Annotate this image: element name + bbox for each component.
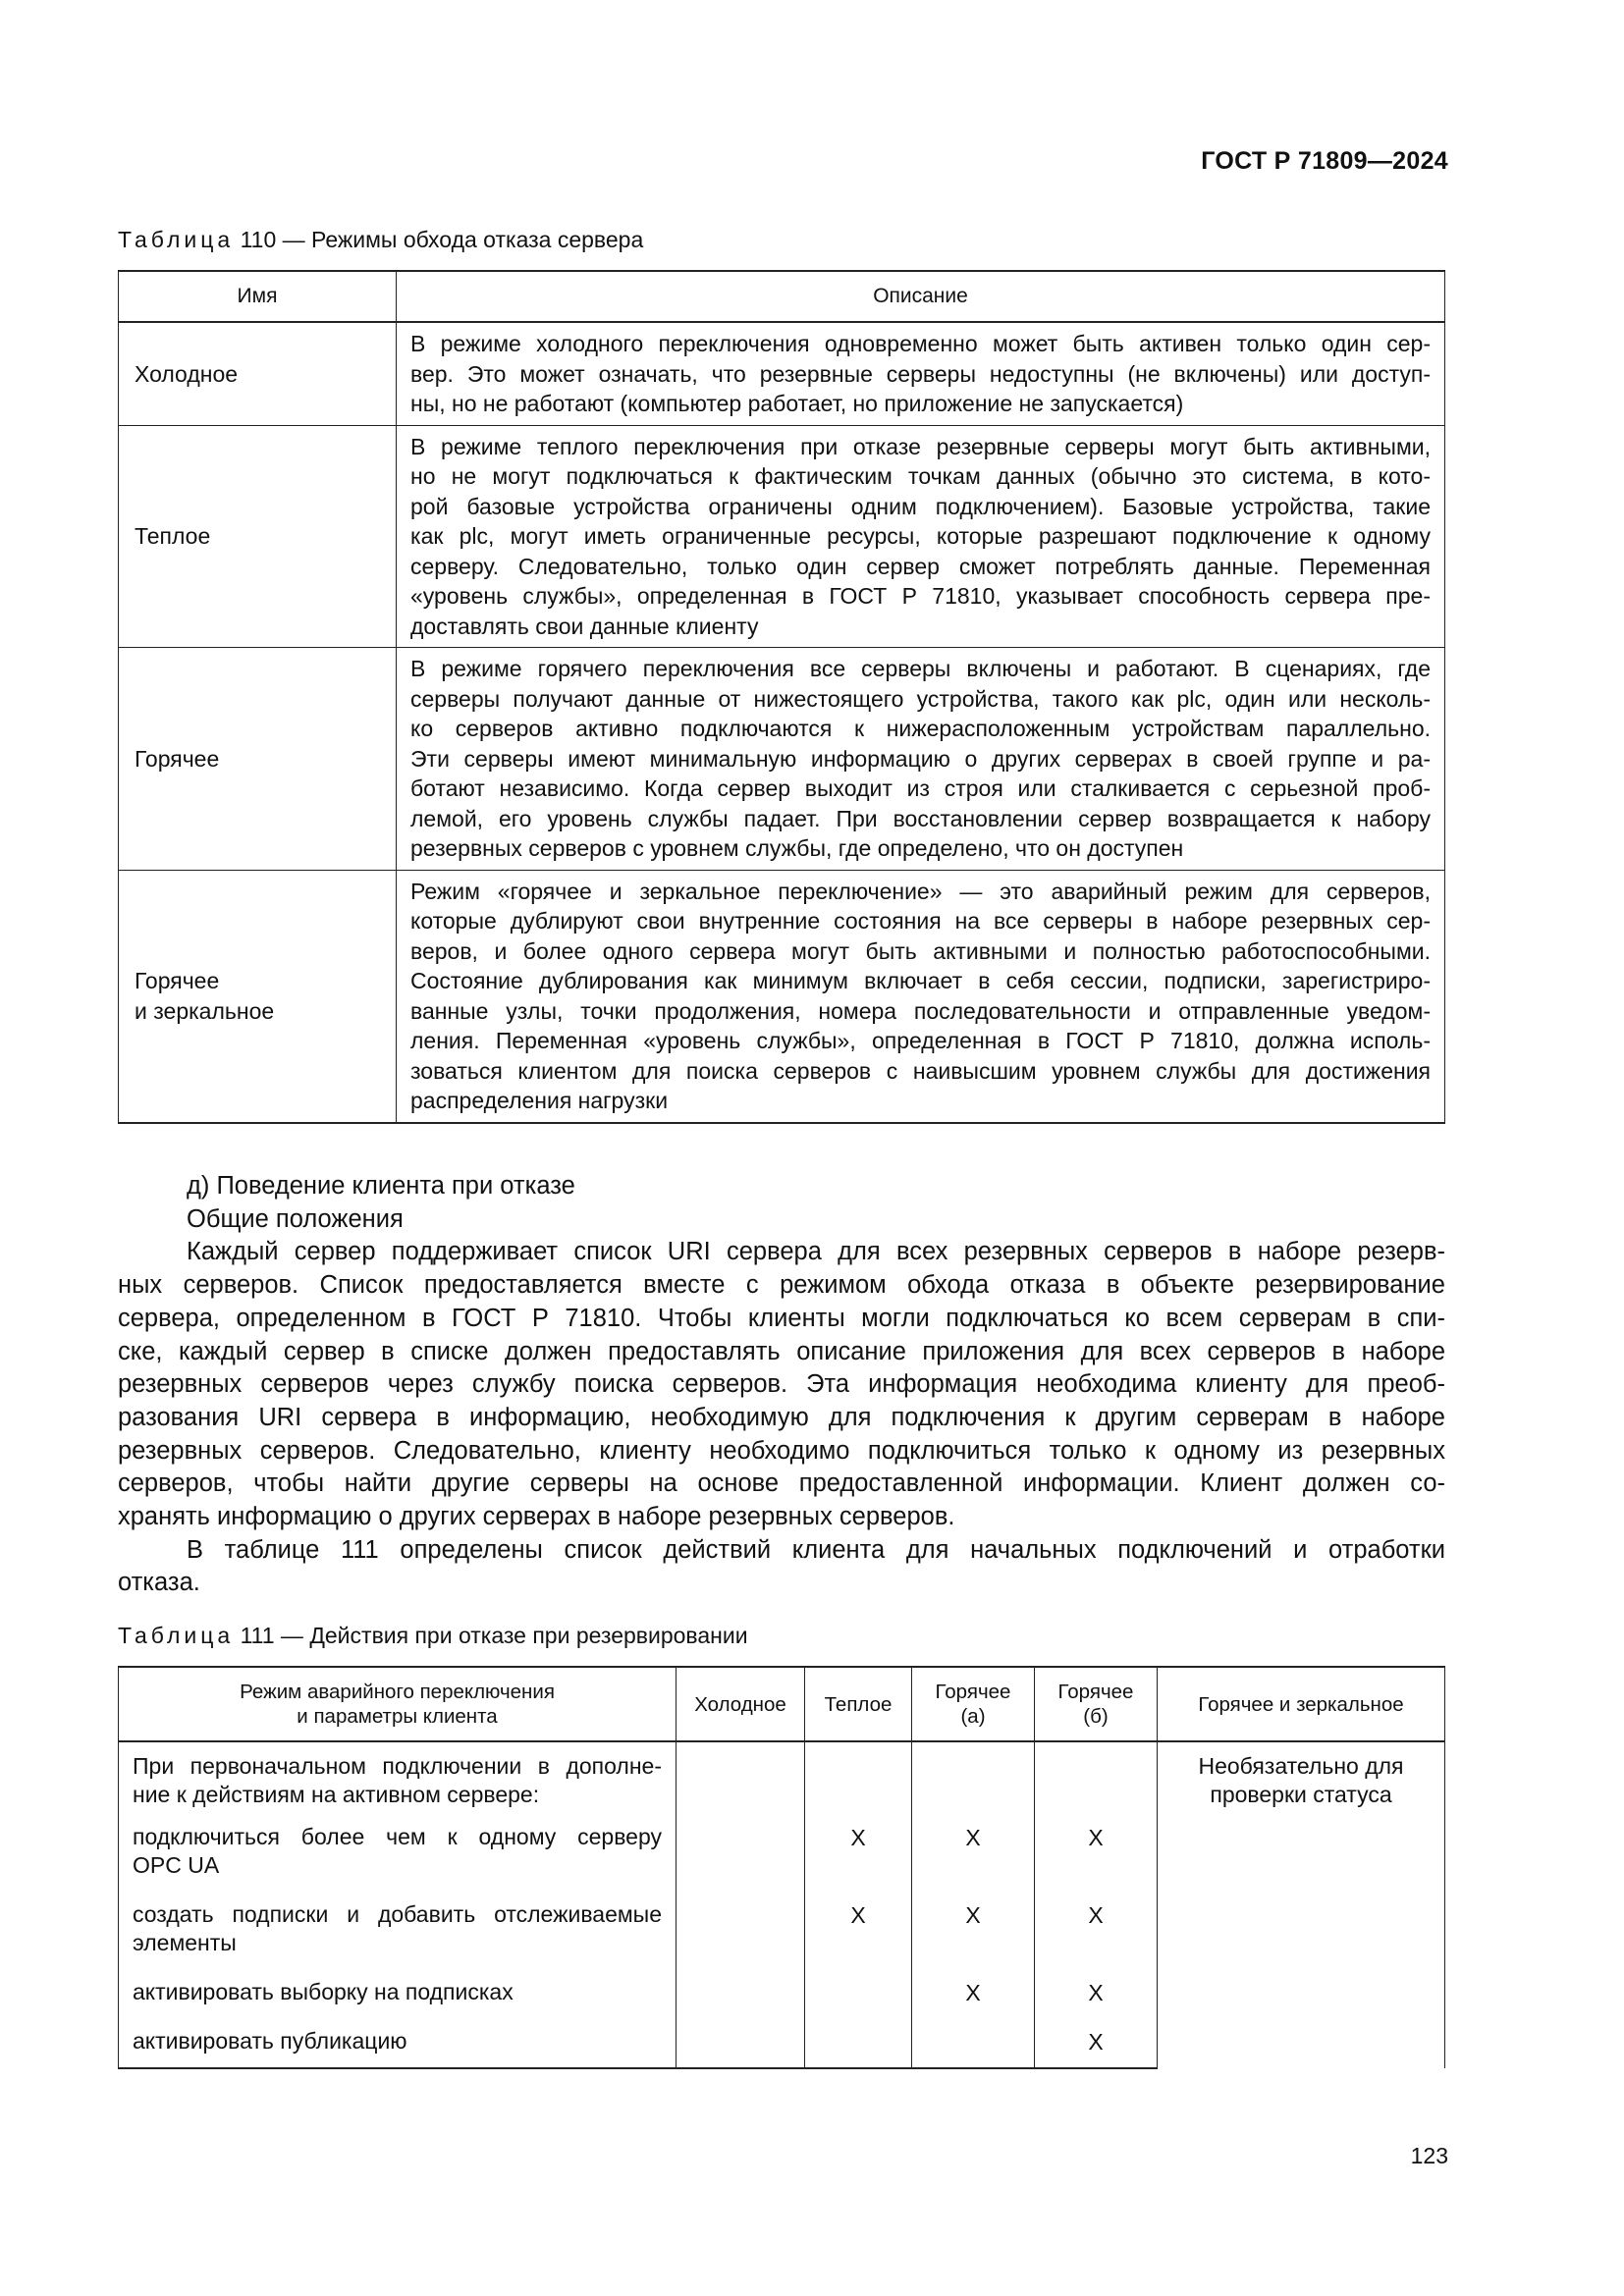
text-line: Состояние дублирования как минимум включает в себя сессии, подписки, зарегистриро- bbox=[410, 968, 1431, 993]
list-item-d: д) Поведение клиента при отказе bbox=[187, 1172, 575, 1200]
table-header-row bbox=[119, 1667, 1445, 1741]
text-line: распределения нагрузки bbox=[410, 1088, 669, 1113]
caption-text: 110 — Режимы обхода отказа сервера bbox=[234, 227, 644, 252]
action-cell bbox=[119, 1978, 677, 2027]
header-line: Горячее bbox=[935, 1681, 1011, 1703]
text-line: ние к действиям на активном сервере: bbox=[133, 1782, 540, 1807]
table-row bbox=[119, 870, 1445, 1123]
page-number: 123 bbox=[1410, 2143, 1448, 2168]
text-line: хранять информацию о других серверах в наборе резервных серверов. bbox=[118, 1503, 955, 1531]
text-line: подключиться более чем к одному серверу bbox=[133, 1824, 662, 1849]
header-line: (а) bbox=[960, 1705, 986, 1728]
text-line: резервных серверов через службу поиска серверов. Эта информация необходима клиенту для преоб- bbox=[118, 1370, 1445, 1399]
text-line: В таблице 111 определены список действий клиента для начальных подключений и отработки bbox=[187, 1535, 1445, 1564]
text-line: сервера, определенном в ГОСТ Р 71810. Чтобы клиенты могли подключаться ко всем серверам в спи- bbox=[118, 1304, 1445, 1332]
text-line: активировать выборку на подписках bbox=[133, 1979, 514, 2004]
table-110-caption bbox=[118, 227, 643, 253]
action-cell bbox=[119, 1900, 677, 1978]
table-row bbox=[119, 1741, 1445, 1823]
mark-hot-a: X bbox=[912, 1978, 1035, 2027]
mode-name: Теплое bbox=[119, 425, 397, 648]
text-line: как plc, могут иметь ограниченные ресурсы, которые разрешают подключение к одному bbox=[410, 523, 1431, 549]
text-line: При первоначальном подключении в дополне- bbox=[133, 1753, 662, 1779]
text-line: активировать публикацию bbox=[133, 2028, 407, 2054]
mark-hot-b: X bbox=[1035, 1823, 1158, 1900]
subheading: Общие положения bbox=[187, 1204, 404, 1233]
text-line: «уровень службы», определенная в ГОСТ Р 71810, указывает способность сервера пре- bbox=[410, 583, 1431, 609]
mark-hot-a bbox=[912, 1741, 1035, 1823]
mode-description bbox=[397, 648, 1445, 871]
mark-hot-b bbox=[1035, 1741, 1158, 1823]
note-line: Необязательно для bbox=[1198, 1753, 1404, 1779]
text-line: ко серверов активно подключаются к нижерасположенным устройствам параллельно. bbox=[410, 716, 1431, 741]
mark-warm bbox=[805, 2027, 912, 2068]
column-header-cold: Холодное bbox=[677, 1667, 805, 1741]
action-cell bbox=[119, 1741, 677, 1823]
header-line: (б) bbox=[1083, 1705, 1109, 1728]
header-line: и параметры клиента bbox=[297, 1705, 498, 1728]
text-line: ных серверов. Список предоставляется вместе с режимом обхода отказа в объекте резервирование bbox=[118, 1271, 1445, 1300]
caption-label: Таблица bbox=[118, 1623, 235, 1648]
table-110 bbox=[118, 270, 1445, 1124]
table-111-caption bbox=[118, 1623, 748, 1649]
text-line: серверов, чтобы найти другие серверы на основе предоставленной информации. Клиент должен со- bbox=[118, 1469, 1445, 1498]
text-line: зоваться клиентом для поиска серверов с наивысшим уровнем службы для достижения bbox=[410, 1057, 1431, 1084]
column-header-hot-mirror: Горячее и зеркальное bbox=[1158, 1667, 1445, 1741]
mark-cold bbox=[677, 1823, 805, 1900]
text-line: резервных серверов. Следовательно, клиенту необходимо подключиться только к одному из резервных bbox=[118, 1436, 1445, 1465]
text-line: Режим «горячее и зеркальное переключение» — это аварийный режим для серверов, bbox=[410, 878, 1431, 904]
text-line: ны, но не работают (компьютер работает, но приложение не запускается) bbox=[410, 391, 1184, 416]
text-line: ления. Переменная «уровень службы», определенная в ГОСТ Р 71810, должна исполь- bbox=[410, 1028, 1431, 1053]
column-header-hot-a bbox=[912, 1667, 1035, 1741]
text-line: ботают независимо. Когда сервер выходит из строя или сталкивается с серьезной проб- bbox=[410, 775, 1431, 801]
mark-hot-b: X bbox=[1035, 1900, 1158, 1978]
standard-number: ГОСТ Р 71809—2024 bbox=[1201, 147, 1448, 175]
mark-cold bbox=[677, 2027, 805, 2068]
text-line: ске, каждый сервер в списке должен предоставлять описание приложения для всех серверов в наборе bbox=[118, 1337, 1445, 1365]
mode-name-line: и зеркальное bbox=[135, 997, 275, 1024]
text-line: разования URI сервера в информацию, необходимую для подключения к другим серверам в наборе bbox=[118, 1403, 1445, 1431]
column-header-params bbox=[119, 1667, 677, 1741]
column-header-warm: Теплое bbox=[805, 1667, 912, 1741]
text-line: создать подписки и добавить отслеживаемые bbox=[133, 1901, 662, 1927]
mode-description bbox=[397, 322, 1445, 425]
mark-hot-b: X bbox=[1035, 2027, 1158, 2068]
mode-name: Холодное bbox=[119, 322, 397, 425]
text-line: но не могут подключаться к фактическим точкам данных (обычно это система, в кото- bbox=[410, 463, 1431, 489]
text-line: ванные узлы, точки продолжения, номера последовательности и отправленные уведом- bbox=[410, 997, 1431, 1024]
column-header-description: Описание bbox=[397, 271, 1445, 322]
mark-cold bbox=[677, 1741, 805, 1823]
table-row bbox=[119, 322, 1445, 425]
table-header-row bbox=[119, 271, 1445, 322]
column-header-name: Имя bbox=[119, 271, 397, 322]
mark-warm bbox=[805, 1978, 912, 2027]
caption-text: 111 — Действия при отказе при резервировании bbox=[234, 1623, 748, 1648]
text-line: веров, и более одного сервера могут быть активными и полностью работоспособными. bbox=[410, 937, 1431, 964]
mark-warm: X bbox=[805, 1900, 912, 1978]
mark-warm: X bbox=[805, 1823, 912, 1900]
mode-description bbox=[397, 425, 1445, 648]
text-line: серверы получают данные от нижестоящего устройства, такого как plc, один или несколь- bbox=[410, 685, 1431, 712]
column-header-hot-b bbox=[1035, 1667, 1158, 1741]
table-row bbox=[119, 648, 1445, 871]
table-111 bbox=[118, 1666, 1445, 2069]
mark-warm bbox=[805, 1741, 912, 1823]
text-line: резервных серверов с уровнем службы, где определено, что он доступен bbox=[410, 835, 1184, 861]
text-line: лемой, его уровень службы падает. При восстановлении сервер возвращается к набору bbox=[410, 805, 1431, 831]
mark-hot-a: X bbox=[912, 1823, 1035, 1900]
text-line: рой базовые устройства ограничены одним подключением). Базовые устройства, такие bbox=[410, 493, 1431, 519]
text-line: В режиме теплого переключения при отказе резервные серверы могут быть активными, bbox=[410, 433, 1431, 459]
table-row bbox=[119, 425, 1445, 648]
action-cell bbox=[119, 2027, 677, 2068]
text-line: доставлять свои данные клиенту bbox=[410, 613, 759, 639]
body-section bbox=[118, 1170, 1445, 1600]
paragraph-1 bbox=[118, 1236, 1445, 1533]
mode-name-line: Горячее bbox=[135, 968, 220, 993]
paragraph-2 bbox=[118, 1534, 1445, 1600]
text-line: которые дублируют свои внутренние состояния на все серверы в наборе резервных сер- bbox=[410, 908, 1431, 934]
mark-cold bbox=[677, 1978, 805, 2027]
mark-cold bbox=[677, 1900, 805, 1978]
text-line: отказа. bbox=[118, 1569, 200, 1597]
mark-hot-b: X bbox=[1035, 1978, 1158, 2027]
caption-label: Таблица bbox=[118, 227, 235, 252]
text-line: В режиме холодного переключения одновременно может быть активен только один сер- bbox=[410, 331, 1431, 356]
text-line: вер. Это может означать, что резервные серверы недоступны (не включены) или доступ- bbox=[410, 360, 1431, 387]
note-line: проверки статуса bbox=[1210, 1782, 1392, 1807]
header-line: Режим аварийного переключения bbox=[240, 1681, 555, 1703]
text-line: серверу. Следовательно, только один сервер сможет потреблять данные. Переменная bbox=[410, 553, 1431, 579]
text-line: Эти серверы имеют минимальную информацию о других серверах в своей группе и ра- bbox=[410, 745, 1431, 772]
text-line: элементы bbox=[133, 1930, 237, 1955]
action-cell bbox=[119, 1823, 677, 1900]
text-line: Каждый сервер поддерживает список URI сервера для всех резервных серверов в наборе резерв- bbox=[187, 1238, 1445, 1266]
mark-hot-a bbox=[912, 2027, 1035, 2068]
text-line: OPC UA bbox=[133, 1852, 220, 1878]
mode-name bbox=[119, 870, 397, 1123]
header-line: Горячее bbox=[1057, 1681, 1134, 1703]
mark-hot-a: X bbox=[912, 1900, 1035, 1978]
mirror-note-cell bbox=[1158, 1741, 1445, 2068]
mode-description bbox=[397, 870, 1445, 1123]
mode-name: Горячее bbox=[119, 648, 397, 871]
text-line: В режиме горячего переключения все серверы включены и работают. В сценариях, где bbox=[410, 656, 1431, 681]
